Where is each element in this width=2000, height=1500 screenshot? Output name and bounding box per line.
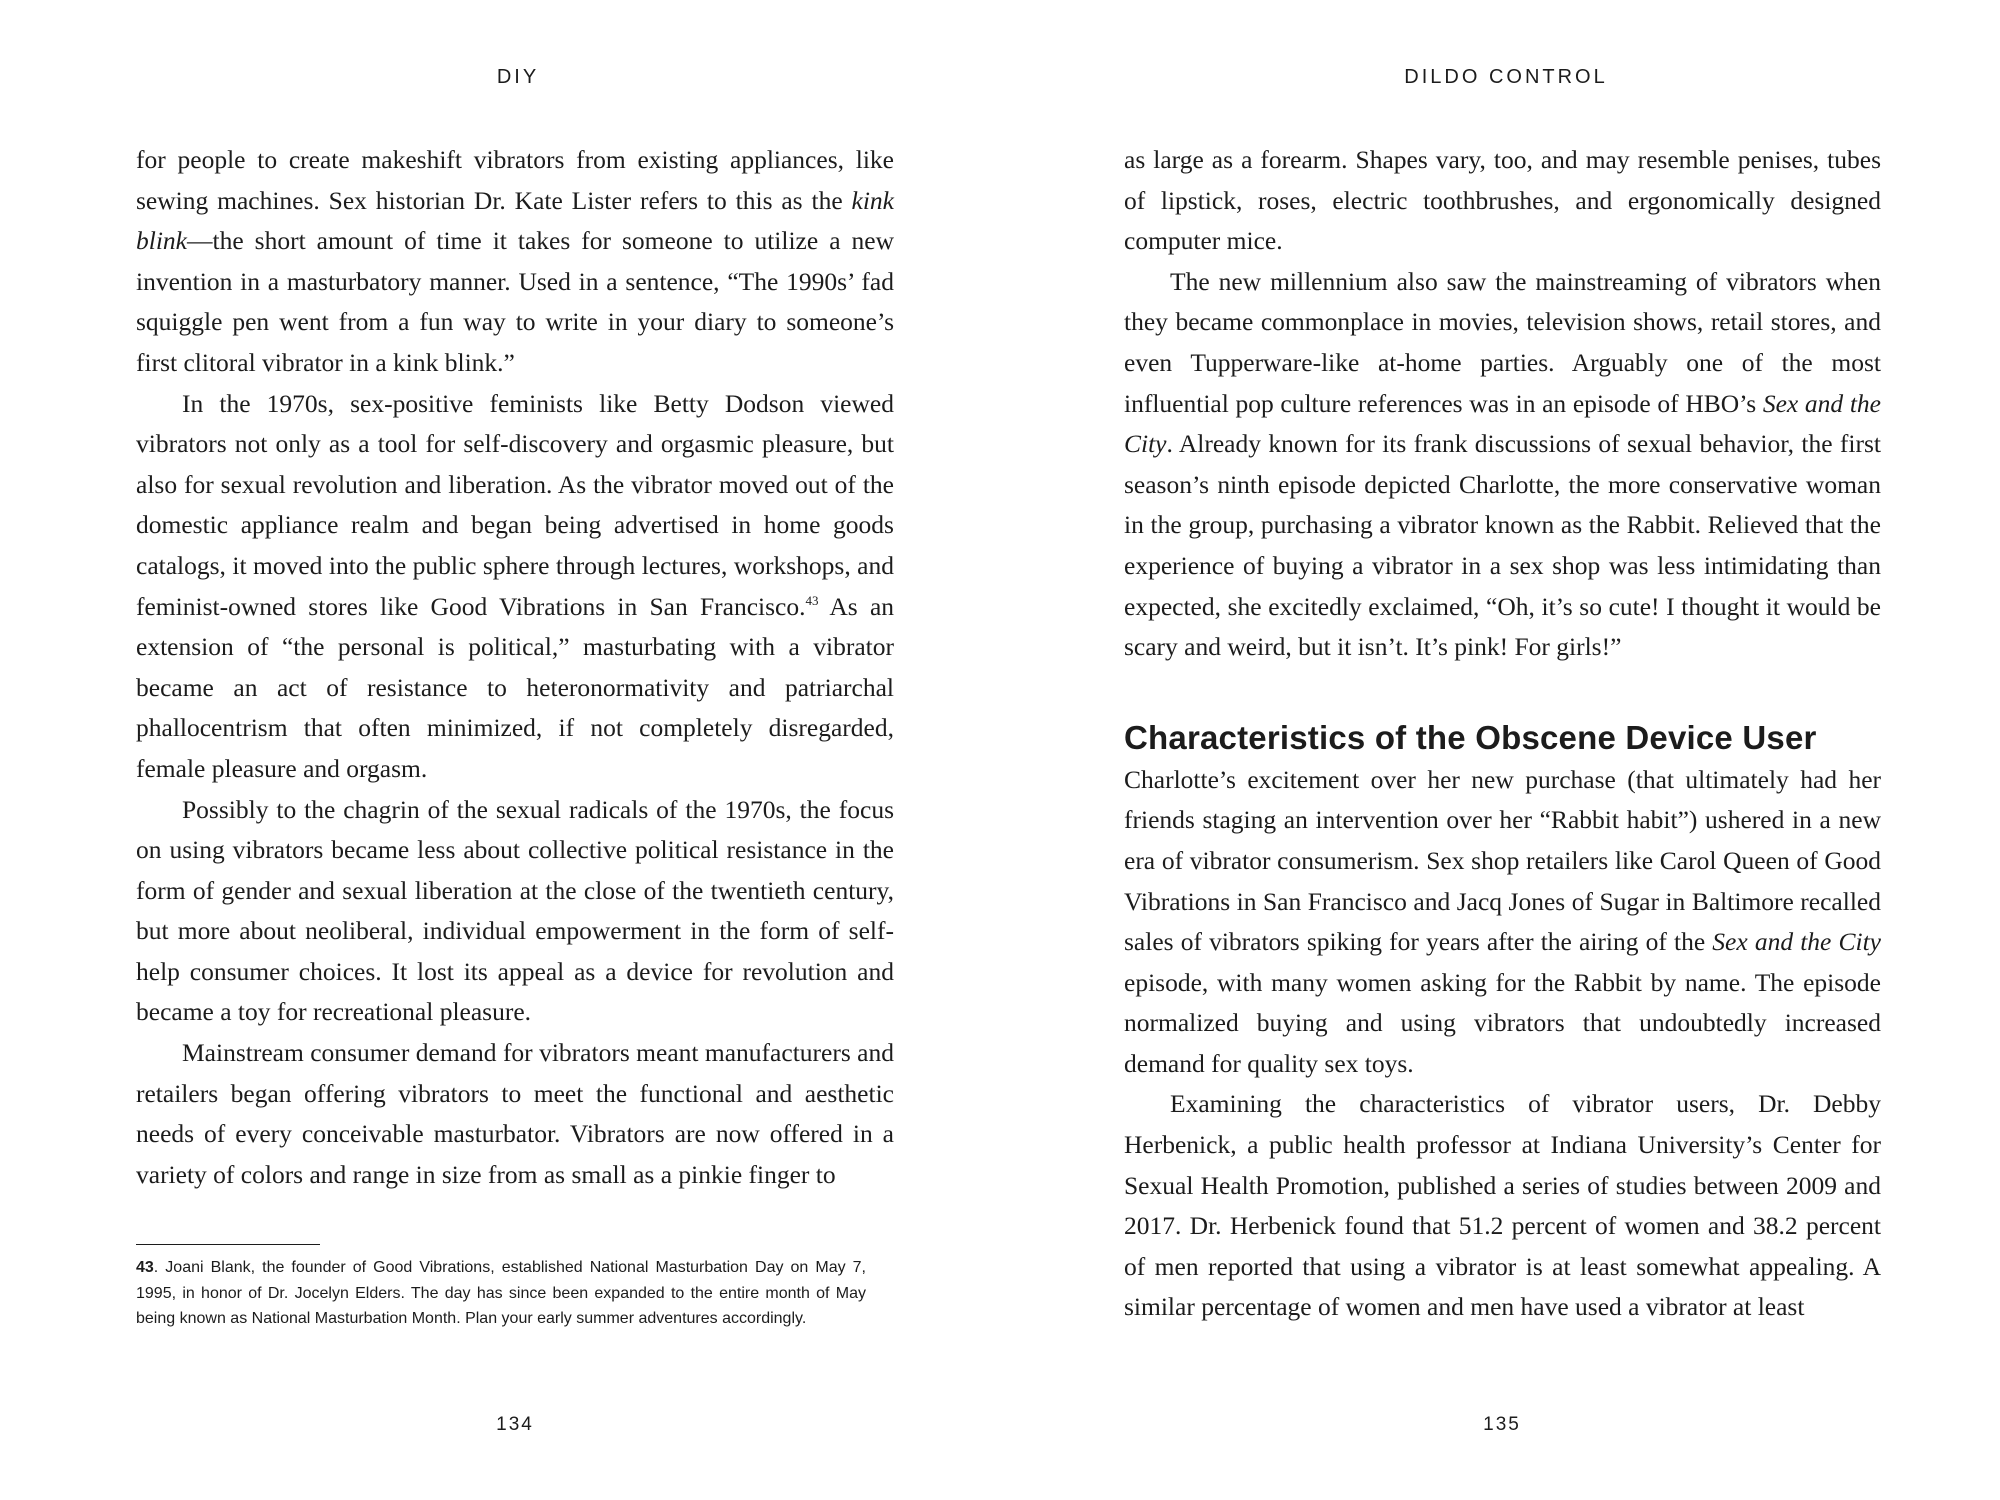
running-head-right: DILDO CONTROL — [1404, 66, 1608, 88]
paragraph: Possibly to the chagrin of the sexual radicals of the 1970s, the focus on using vibrators became less about collective political resistance in the form of gender and sexual liberation at the close of the twentieth century, but more about neoliberal, individual empowerment in the form of self-help consumer choices. It lost its appeal as a device for revolution and became a toy for recreational pleasure. — [136, 794, 894, 1027]
italic-text: Sex and the City — [1712, 927, 1881, 957]
paragraph: Mainstream consumer demand for vibrators meant manufacturers and retailers began offering vibrators to meet the functional and aesthetic needs of every conceivable masturbator. Vibrators are now offered in a variety of colors and range in size from as small as a pinkie finger to — [136, 1038, 894, 1189]
paragraph: The new millennium also saw the mainstreaming of vibrators when they became commonplace in movies, television shows, retail stores, and even Tupperware-like at-home parties. Arguably one of the most influential pop culture references was in an episode of HBO’s Sex and the City. Already known for its frank discussions of sexual behavior, the first season’s ninth episode depicted Charlotte, the more conservative woman in the group, purchasing a vibrator known as the Rabbit. Relieved that the experience of buying a vibrator in a sex shop was less intimidating than expected, she excitedly exclaimed, “Oh, it’s so cute! I thought it would be scary and weird, but it isn’t. It’s pink! For girls!” — [1124, 266, 1881, 662]
paragraph: Charlotte’s excitement over her new purchase (that ultimately had her friends staging an intervention over her “Rabbit habit”) ushered in a new era of vibrator consumerism. Sex shop retailers like Carol Queen of Good Vibrations in San Francisco and Jacq Jones of Sugar in Baltimore recalled sales of vibrators spiking for years after the airing of the Sex and the City episode, with many women asking for the Rabbit by name. The episode normalized buying and using vibrators that undoubtedly increased demand for quality sex toys. — [1124, 764, 1881, 1078]
paragraph: for people to create makeshift vibrators from existing appliances, like sewing machines. Sex historian Dr. Kate Lister refers to this as the kink blink—the short amount of time it takes for someone to utilize a new invention in a masturbatory manner. Used in a sentence, “The 1990s’ fad squiggle pen went from a fun way to write in your diary to someone’s first clitoral vibrator in a kink blink.” — [136, 145, 894, 377]
italic-text: Sex and the City — [1124, 388, 1881, 459]
footnote — [136, 1255, 866, 1332]
page-number-right: 135 — [1483, 1414, 1521, 1435]
right-page — [1000, 0, 2000, 1500]
page-number-left: 134 — [496, 1414, 534, 1435]
italic-text: kink blink — [136, 185, 894, 256]
paragraph: Examining the characteristics of vibrator users, Dr. Debby Herbenick, a public health professor at Indiana University’s Center for Sexual Health Promotion, published a series of studies between 2009 and 2017. Dr. Herbenick found that 51.2 percent of women and 38.2 percent of men reported that using a vibrator is at least somewhat appealing. A similar percentage of women and men have used a vibrator at least — [1124, 1089, 1881, 1322]
paragraph: as large as a forearm. Shapes vary, too, and may resemble penises, tubes of lipstick, roses, electric toothbrushes, and ergonomically designed computer mice. — [1124, 145, 1881, 256]
right-paragraphs-after — [1124, 760, 1881, 1328]
left-body-text — [136, 140, 894, 1195]
footnote-text: . Joani Blank, the founder of Good Vibrations, established National Masturbation Day on May 7, 1995, in honor of Dr. Jocelyn Elders. The day has since been expanded to the entire month of May being known as National Masturbation Month. Plan your early summer adventures accordingly. — [136, 1259, 866, 1327]
footnote-reference[interactable]: 43 — [805, 592, 819, 608]
paragraph: In the 1970s, sex-positive feminists like Betty Dodson viewed vibrators not only as a tool for self-discovery and orgasmic pleasure, but also for sexual revolution and liberation. As the vibrator moved out of the domestic appliance realm and began being advertised in home goods catalogs, it moved into the public sphere through lectures, workshops, and feminist-owned stores like Good Vibrations in San Francisco.$^{43}$ As an extension of “the personal is political,” masturbating with a vibrator became an act of resistance to heteronormativity and patriarchal phallocentrism that often minimized, if not completely disregarded, female pleasure and orgasm. — [136, 388, 895, 783]
section-heading: Characteristics of the Obscene Device User — [1124, 718, 1817, 756]
right-paragraphs-before — [1124, 140, 1881, 668]
running-head-left: DIY — [496, 66, 540, 88]
right-body-text — [1124, 140, 1881, 1328]
footnote-rule — [136, 1244, 320, 1245]
footnote-number: 43 — [136, 1259, 154, 1276]
